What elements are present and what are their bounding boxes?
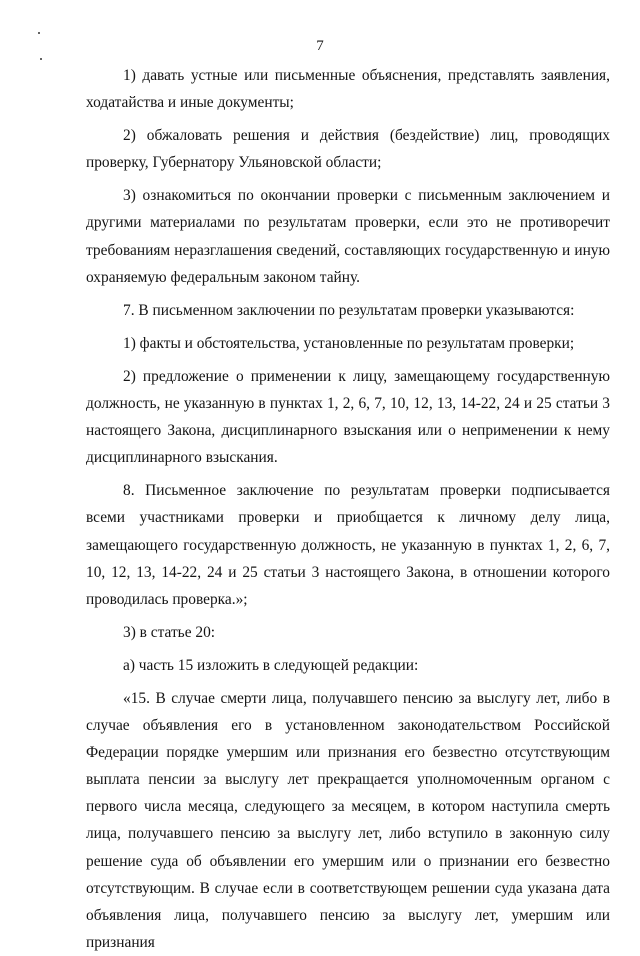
document-body [86, 62, 610, 956]
paragraph-4: 7. В письменном заключении по результатам проверки указываются: [123, 301, 575, 319]
paragraph-8: 3) в статье 20: [123, 623, 216, 641]
paragraph-5: 1) факты и обстоятельства, установленные по результатам проверки; [123, 334, 575, 352]
paragraph-1: 1) давать устные или письменные объяснения, представлять заявления, ходатайства и иные документы; [86, 67, 610, 112]
paragraph-3: 3) ознакомиться по окончании проверки с письменным заключением и другими материалами по результатам проверки, если это не противоречит требованиям неразглашения сведений, составляющих государственную и иную охраняемую федеральным законом тайну. [86, 187, 610, 286]
paragraph-7: 8. Письменное заключение по результатам проверки подписывается всеми участниками проверки и приобщается к личному делу лица, замещающего государственную должность, не указанную в пунктах 1, 2, 6, 7, 10, 12, 13, 14-22, 24 и 25 статьи 3 настоящего Закона, в отношении которого проводилась проверка.»; [86, 482, 610, 608]
scan-speck [40, 58, 42, 60]
page-number: 7 [316, 38, 324, 54]
paragraph-6: 2) предложение о применении к лицу, замещающему государственную должность, не указанную в пунктах 1, 2, 6, 7, 10, 12, 13, 14-22, 24 и 25 статьи 3 настоящего Закона, дисциплинарного взыскания или о неприменении к нему дисциплинарного взыскания. [86, 367, 610, 467]
paragraph-10: «15. В случае смерти лица, получавшего пенсию за выслугу лет, либо в случае объявления его в установленном законодательством Российской Федерации порядке умершим или признания его безвестно отсутствующим выплата пенсии за выслугу лет прекращается уполномоченным органом с первого числа месяца, следующего за месяцем, в котором наступила смерть лица, получавшего пенсию за выслугу лет, либо вступило в законную силу решение суда об объявлении его умершим или о признании его безвестно отсутствующим. В случае если в соответствующем решении суда указана дата объявления лица, получавшего пенсию за выслугу лет, умершим или признания [86, 689, 610, 951]
paragraph-9: а) часть 15 изложить в следующей редакции: [123, 656, 419, 674]
scan-speck [38, 32, 40, 34]
paragraph-2: 2) обжаловать решения и действия (бездействие) лиц, проводящих проверку, Губернатору Ульяновской области; [86, 127, 610, 172]
